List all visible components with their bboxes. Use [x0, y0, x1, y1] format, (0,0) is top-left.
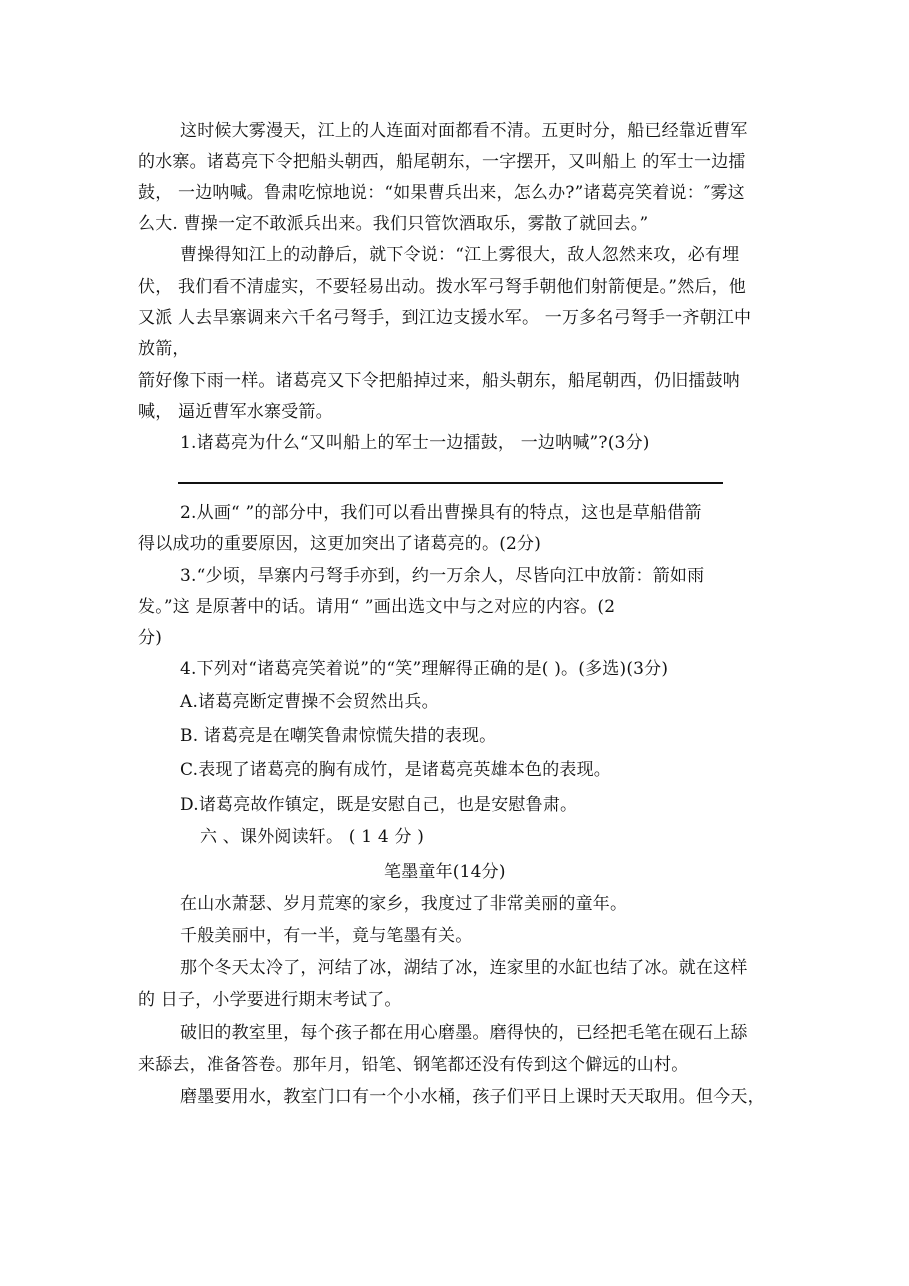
passage-line: 这时候大雾漫天，江上的人连面对面都看不清。五更时分，船已经靠近曹军: [180, 121, 748, 141]
question-2: 2.从画“ ”的部分中，我们可以看出曹操具有的特点，这也是草船借箭: [180, 503, 702, 523]
question-1: 1.诸葛亮为什么“又叫船上的军士一边擂鼓， 一边呐喊”?(3分): [180, 433, 650, 453]
passage-line: 又派 人去旱寨调来六千名弓弩手，到江边支援水军。 一万多名弓弩手一齐朝江中: [138, 308, 752, 328]
article-line: 来舔去，准备答卷。那年月，铅笔、钢笔都还没有传到这个僻远的山村。: [138, 1055, 689, 1075]
article-line: 磨墨要用水，教室门口有一个小水桶，孩子们平日上课时天天取用。但今天，: [180, 1087, 765, 1107]
answer-line[interactable]: [178, 482, 723, 484]
question-4: 4.下列对“诸葛亮笑着说”的“笑”理解得正确的是( )。(多选)(3分): [180, 659, 669, 679]
article-line: 在山水萧瑟、岁月荒寒的家乡，我度过了非常美丽的童年。: [180, 894, 628, 914]
option-b[interactable]: B. 诸葛亮是在嘲笑鲁肃惊慌失措的表现。: [180, 726, 497, 746]
option-a[interactable]: A.诸葛亮断定曹操不会贸然出兵。: [180, 692, 439, 712]
passage-line: 鼓， 一边呐喊。鲁肃吃惊地说：“如果曹兵出来，怎么办?”诸葛亮笑着说：″雾这: [138, 183, 745, 203]
passage-line: 的水寨。诸葛亮下令把船头朝西，船尾朝东，一字摆开，又叫船上 的军士一边擂: [138, 152, 746, 172]
passage-line: 么大. 曹操一定不敢派兵出来。我们只管饮酒取乐，雾散了就回去。”: [138, 214, 649, 234]
article-line: 那个冬天太冷了，河结了冰，湖结了冰，连家里的水缸也结了冰。就在这样: [180, 958, 748, 978]
article-line: 的 日子，小学要进行期末考试了。: [138, 990, 402, 1010]
question-3-continued: 发。”这 是原著中的话。请用“ ”画出选文中与之对应的内容。(2: [138, 597, 616, 617]
question-3-continued: 分): [138, 628, 163, 648]
option-c[interactable]: C.表现了诸葛亮的胸有成竹，是诸葛亮英雄本色的表现。: [180, 760, 612, 780]
article-title: 笔墨童年(14分): [384, 862, 506, 882]
question-3: 3.“少顷，旱寨内弓弩手亦到，约一万余人，尽皆向江中放箭：箭如雨: [180, 566, 705, 586]
section-heading: 六 、课外阅读轩。 ( 1 4 分 ): [200, 827, 425, 847]
passage-line: 箭好像下雨一样。诸葛亮又下令把船掉过来，船头朝东，船尾朝西，仍旧擂鼓呐: [138, 371, 740, 391]
passage-line: 喊， 逼近曹军水寨受箭。: [138, 402, 333, 422]
passage-line: 伏， 我们看不清虚实，不要轻易出动。拨水军弓弩手朝他们射箭便是。”然后，他: [138, 277, 746, 297]
article-line: 千般美丽中，有一半，竟与笔墨有关。: [180, 926, 473, 946]
passage-line: 曹操得知江上的动静后，就下令说：“江上雾很大，敌人忽然来攻，必有埋: [180, 245, 740, 265]
question-2-continued: 得以成功的重要原因，这更加突出了诸葛亮的。(2分): [138, 534, 542, 554]
option-d[interactable]: D.诸葛亮故作镇定，既是安慰自己，也是安慰鲁肃。: [180, 795, 578, 815]
passage-line: 放箭，: [138, 339, 190, 359]
article-line: 破旧的教室里，每个孩子都在用心磨墨。磨得快的，已经把毛笔在砚石上舔: [180, 1023, 748, 1043]
